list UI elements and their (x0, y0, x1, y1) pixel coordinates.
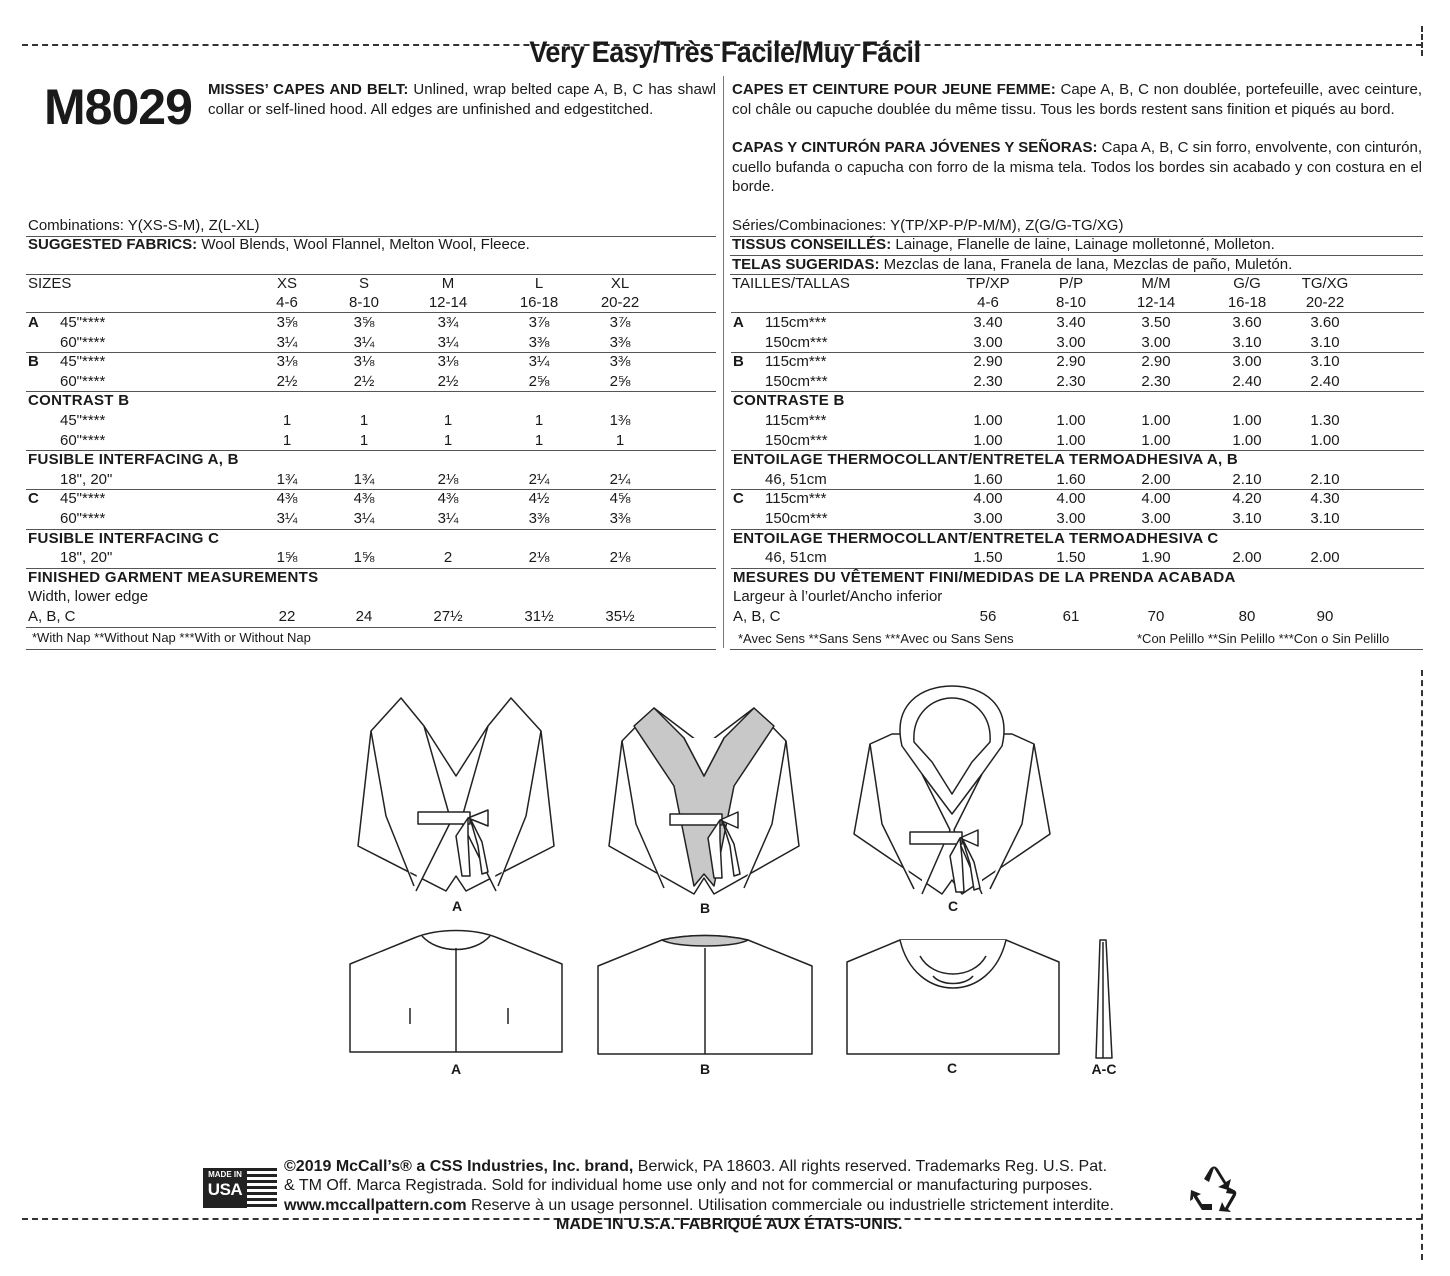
size-range: 16-18 (519, 294, 559, 311)
sizes-label-en: SIZES (28, 275, 72, 292)
yardage-cell: 2 (443, 549, 453, 567)
combinations-en: Combinations: Y(XS-S-M), Z(L-XL) (28, 217, 260, 234)
yardage-cell: 56 (979, 608, 997, 625)
yardage-cell: 3⅝ (353, 314, 375, 331)
copyright-rest: Berwick, PA 18603. All rights reserved. Trademarks Reg. U.S. Pat. (633, 1158, 1108, 1175)
row-view-label: MESURES DU VÊTEMENT FINI/MEDIDAS DE LA PRENDA ACABADA (733, 568, 1236, 586)
size-range: 8-10 (1055, 294, 1087, 311)
row-view-label: A, B, C (733, 608, 781, 625)
row-fabric-width: 150cm*** (765, 510, 828, 527)
size-name: XS (276, 275, 297, 292)
yardage-cell: 3⅜ (609, 353, 631, 371)
row-fabric-width: 115cm*** (765, 490, 827, 508)
yardage-cell: 3.00 (1056, 333, 1086, 351)
size-range: 8-10 (348, 294, 380, 311)
yardage-cell: 1 (615, 431, 625, 449)
row-view-label: A, B, C (28, 608, 76, 625)
yardage-cell: 3.10 (1310, 333, 1340, 351)
size-range: 12-14 (428, 294, 468, 311)
yardage-cell: 3⅞ (528, 314, 550, 331)
back-label-c: C (946, 1060, 958, 1076)
row-fabric-width: 45"**** (60, 353, 106, 371)
row-fabric-width: 60"**** (60, 431, 106, 449)
yardage-cell: 2⅛ (437, 470, 459, 488)
yardage-cell: 1.00 (1056, 431, 1086, 449)
size-range: 4-6 (977, 294, 999, 311)
copyright-line-3 (284, 1196, 1114, 1215)
footnote-en: *With Nap **Without Nap ***With or Without Nap (32, 630, 311, 645)
yardage-cell: 2.40 (1310, 372, 1340, 390)
yardage-cell: 3.60 (1232, 314, 1262, 331)
column-divider (723, 76, 724, 648)
yardage-cell: 1 (443, 412, 453, 429)
yardage-cell: 1.90 (1141, 549, 1171, 567)
yardage-cell: 3.10 (1310, 510, 1340, 527)
yardage-cell: 80 (1238, 608, 1256, 625)
row-fabric-width: 115cm*** (765, 412, 827, 429)
yardage-cell: 90 (1316, 608, 1334, 625)
yardage-cell: 1.00 (1310, 431, 1340, 449)
yardage-cell: 3.00 (1141, 333, 1171, 351)
yardage-cell: 3.00 (1141, 510, 1171, 527)
yardage-cell: 1⅝ (276, 549, 298, 567)
yardage-cell: 2.00 (1141, 470, 1171, 488)
row-fabric-width: 115cm*** (765, 314, 827, 331)
rule (26, 649, 716, 650)
yardage-cell: 2.10 (1232, 470, 1262, 488)
fabrics-es-label: TELAS SUGERIDAS: (732, 256, 880, 273)
size-name: XL (610, 275, 630, 292)
fabrics-es-list: Mezclas de lana, Franela de lana, Mezclas de paño, Muletón. (879, 256, 1293, 273)
row-view-label: A (28, 314, 39, 331)
yardage-cell: 3.10 (1310, 353, 1340, 371)
row-view-label: ENTOILAGE THERMOCOLLANT/ENTRETELA TERMOADHESIVA A, B (733, 451, 1239, 469)
yardage-cell: 1 (359, 412, 369, 429)
row-fabric-width: 150cm*** (765, 333, 828, 351)
yardage-cell: 3.00 (973, 333, 1003, 351)
yardage-cell: 2½ (276, 372, 298, 390)
table-rule (26, 312, 716, 313)
description-es (732, 138, 1422, 197)
row-fabric-width: 18", 20" (60, 549, 113, 567)
size-name: TG/XG (1301, 275, 1349, 292)
yardage-cell: 3.10 (1232, 333, 1262, 351)
badge-top-text: MADE IN (208, 1170, 242, 1179)
row-view-label: FINISHED GARMENT MEASUREMENTS (28, 568, 319, 586)
yardage-cell: 3.40 (1056, 314, 1086, 331)
yardage-cell: 1.00 (973, 431, 1003, 449)
fabrics-fr-list: Lainage, Flanelle de laine, Lainage molletonné, Molleton. (891, 236, 1275, 253)
yardage-cell: 1¾ (276, 470, 298, 488)
yardage-cell: 1 (282, 412, 292, 429)
row-fabric-width: 60"**** (60, 372, 106, 390)
yardage-cell: 1⅜ (609, 412, 631, 429)
cape-c-front-illustration (852, 684, 1052, 896)
size-name: M/M (1141, 275, 1171, 292)
row-view-label: CONTRASTE B (733, 392, 845, 410)
yardage-cell: 1.00 (973, 412, 1003, 429)
rule (730, 649, 1423, 650)
size-range: 20-22 (600, 294, 640, 311)
description-fr-body: Cape A, B, C non doublée, portefeuille, avec ceinture, col châle ou capuche doublée du même tissu. Tous les bords restent sans finition et piqués au bord. (732, 81, 1422, 118)
yardage-cell: 1.60 (973, 470, 1003, 488)
made-in-usa-badge (203, 1168, 277, 1208)
yardage-cell: 3¼ (528, 353, 550, 371)
description-en-heading: MISSES’ CAPES AND BELT: (208, 81, 409, 98)
yardage-cell: 3¼ (276, 333, 298, 351)
yardage-cell: 1.00 (1141, 431, 1171, 449)
pattern-number: M8029 (44, 79, 192, 135)
yardage-cell: 1¾ (353, 470, 375, 488)
yardage-cell: 1 (534, 412, 544, 429)
size-name: L (534, 275, 544, 292)
yardage-cell: 27½ (433, 608, 463, 625)
recycle-icon (1188, 1166, 1240, 1214)
fabrics-fr-label: TISSUS CONSEILLÉS: (732, 236, 892, 253)
row-fabric-width: 60"**** (60, 333, 106, 351)
yardage-cell: 1 (282, 431, 292, 449)
yardage-cell: 1.50 (1056, 549, 1086, 567)
row-fabric-width: 45"**** (60, 314, 106, 331)
size-name: M (441, 275, 455, 292)
yardage-cell: 4.30 (1310, 490, 1340, 508)
row-view-label: A (733, 314, 744, 331)
yardage-cell: 4½ (528, 490, 550, 508)
row-view-label: ENTOILAGE THERMOCOLLANT/ENTRETELA TERMOADHESIVA C (733, 529, 1219, 547)
yardage-cell: 1⅝ (353, 549, 375, 567)
right-cut-line-bottom (1421, 670, 1423, 1260)
yardage-cell: 3⅜ (528, 510, 550, 527)
yardage-cell: 4.00 (1141, 490, 1171, 508)
fabrics-en-label: SUGGESTED FABRICS: (28, 236, 198, 253)
reserve-text: Reserve à un usage personnel. Utilisation commerciale ou industrielle strictement interdite. (466, 1197, 1114, 1214)
footnote-es: *Con Pelillo **Sin Pelillo ***Con o Sin Pelillo (1137, 631, 1390, 646)
cape-b-back-illustration (596, 928, 814, 1056)
fabrics-fr (732, 236, 1275, 254)
fabrics-en (28, 236, 530, 254)
size-name: G/G (1233, 275, 1261, 292)
yardage-cell: 3⅜ (609, 510, 631, 527)
yardage-cell: 3⅛ (353, 353, 375, 371)
cape-a-front-illustration (356, 696, 556, 896)
yardage-cell: 3⅛ (437, 353, 459, 371)
row-view-label: Width, lower edge (28, 588, 149, 606)
size-range: 20-22 (1305, 294, 1345, 311)
yardage-cell: 3.00 (973, 510, 1003, 527)
back-label-a: A (450, 1061, 462, 1077)
table-rule (26, 391, 716, 392)
table-rule (731, 312, 1424, 313)
yardage-cell: 3⅝ (276, 314, 298, 331)
yardage-cell: 61 (1062, 608, 1080, 625)
yardage-cell: 2.30 (973, 372, 1003, 390)
row-view-label: CONTRAST B (28, 392, 130, 410)
yardage-cell: 35½ (605, 608, 635, 625)
cape-c-back-illustration (845, 934, 1061, 1056)
yardage-cell: 3.10 (1232, 510, 1262, 527)
yardage-cell: 3.00 (1056, 510, 1086, 527)
yardage-cell: 1 (443, 431, 453, 449)
yardage-cell: 4⅝ (609, 490, 631, 508)
size-range: 4-6 (276, 294, 298, 311)
yardage-cell: 3.00 (1232, 353, 1262, 371)
description-en-body: Unlined, wrap belted cape A, B, C has shawl collar or self-lined hood. All edges are unfinished and edgestitched. (208, 81, 716, 118)
yardage-cell: 3⅜ (609, 333, 631, 351)
description-es-heading: CAPAS Y CINTURÓN PARA JÓVENES Y SEÑORAS: (732, 139, 1098, 156)
yardage-cell: 1 (534, 431, 544, 449)
belt-illustration (1092, 938, 1116, 1060)
row-fabric-width: 60"**** (60, 510, 106, 527)
cape-a-back-illustration (348, 924, 564, 1056)
row-fabric-width: 18", 20" (60, 470, 113, 488)
row-fabric-width: 150cm*** (765, 431, 828, 449)
description-en (208, 80, 716, 119)
yardage-cell: 2¼ (528, 470, 550, 488)
yardage-cell: 1.50 (973, 549, 1003, 567)
row-fabric-width: 45"**** (60, 490, 106, 508)
yardage-cell: 1.00 (1141, 412, 1171, 429)
yardage-cell: 4.00 (1056, 490, 1086, 508)
made-in-usa-text: MADE IN U.S.A. FABRIQUÉ AUX ÉTATS-UNIS. (556, 1216, 903, 1233)
yardage-cell: 2.90 (1056, 353, 1086, 371)
yardage-cell: 2.90 (1141, 353, 1171, 371)
yardage-cell: 3¼ (437, 510, 459, 527)
table-rule (26, 627, 716, 628)
yardage-cell: 3⅜ (528, 333, 550, 351)
yardage-cell: 2⅝ (609, 372, 631, 390)
yardage-cell: 3.60 (1310, 314, 1340, 331)
yardage-cell: 22 (278, 608, 296, 625)
yardage-cell: 3.40 (973, 314, 1003, 331)
description-es-body: Capa A, B, C sin forro, envolvente, con cinturón, cuello bufanda o capucha con forro de la misma tela. Todos los bordes sin acabado y con costura en el borde. (732, 139, 1423, 195)
yardage-cell: 3¼ (276, 510, 298, 527)
yardage-cell: 2.00 (1310, 549, 1340, 567)
page-title: Very Easy/Très Facile/Muy Fácil (529, 36, 921, 69)
yardage-cell: 2.30 (1141, 372, 1171, 390)
back-label-belt: A-C (1091, 1061, 1117, 1077)
yardage-cell: 1.00 (1232, 431, 1262, 449)
right-cut-line-top (1421, 26, 1423, 56)
yardage-cell: 70 (1147, 608, 1165, 625)
cape-b-front-illustration (604, 696, 804, 896)
row-view-label: FUSIBLE INTERFACING C (28, 529, 220, 547)
yardage-cell: 3¼ (353, 510, 375, 527)
yardage-cell: 2.10 (1310, 470, 1340, 488)
front-label-b: B (699, 900, 711, 916)
yardage-cell: 3¼ (353, 333, 375, 351)
yardage-cell: 2¼ (609, 470, 631, 488)
description-fr-heading: CAPES ET CEINTURE POUR JEUNE FEMME: (732, 81, 1056, 98)
copyright-bold: ©2019 McCall’s® a CSS Industries, Inc. brand, (284, 1158, 634, 1175)
description-fr (732, 80, 1422, 119)
row-fabric-width: 115cm*** (765, 353, 827, 371)
sizes-label-fr: TAILLES/TALLAS (732, 275, 850, 292)
copyright-line-2: & TM Off. Marca Registrada. Sold for individual home use only and not for commercial or manufacturing purposes. (284, 1177, 1093, 1194)
yardage-cell: 2.00 (1232, 549, 1262, 567)
yardage-cell: 4⅜ (437, 490, 459, 508)
badge-bottom-text: USA (207, 1180, 243, 1199)
size-name: S (358, 275, 369, 292)
yardage-cell: 2.30 (1056, 372, 1086, 390)
row-view-label: C (733, 490, 744, 508)
row-fabric-width: 45"**** (60, 412, 106, 429)
row-view-label: C (28, 490, 39, 508)
yardage-cell: 3¾ (437, 314, 459, 331)
yardage-cell: 2⅛ (609, 549, 631, 567)
row-fabric-width: 46, 51cm (765, 470, 827, 488)
row-view-label: Largeur à l’ourlet/Ancho inferior (733, 588, 943, 606)
fabrics-en-list: Wool Blends, Wool Flannel, Melton Wool, Fleece. (197, 236, 530, 253)
size-name: P/P (1058, 275, 1084, 292)
yardage-cell: 3.50 (1141, 314, 1171, 331)
front-label-c: C (947, 898, 959, 914)
yardage-cell: 1 (359, 431, 369, 449)
yardage-cell: 4.00 (973, 490, 1003, 508)
yardage-cell: 2⅛ (528, 549, 550, 567)
yardage-cell: 31½ (524, 608, 554, 625)
size-name: TP/XP (966, 275, 1010, 292)
yardage-cell: 3⅞ (609, 314, 631, 331)
yardage-cell: 1.30 (1310, 412, 1340, 429)
website-link[interactable]: www.mccallpattern.com (284, 1197, 467, 1214)
yardage-cell: 24 (355, 608, 373, 625)
yardage-cell: 1.00 (1232, 412, 1262, 429)
row-view-label: B (733, 353, 744, 371)
front-label-a: A (451, 898, 463, 914)
combinations-fr: Séries/Combinaciones: Y(TP/XP-P/P-M/M), Z(G/G-TG/XG) (732, 217, 1124, 234)
size-range: 12-14 (1136, 294, 1176, 311)
yardage-cell: 2½ (437, 372, 459, 390)
row-fabric-width: 46, 51cm (765, 549, 827, 567)
row-fabric-width: 150cm*** (765, 372, 828, 390)
yardage-cell: 3¼ (437, 333, 459, 351)
yardage-cell: 1.00 (1056, 412, 1086, 429)
row-view-label: B (28, 353, 39, 371)
yardage-cell: 4.20 (1232, 490, 1262, 508)
size-range: 16-18 (1227, 294, 1267, 311)
yardage-cell: 4⅜ (353, 490, 375, 508)
yardage-cell: 1.60 (1056, 470, 1086, 488)
yardage-cell: 2.90 (973, 353, 1003, 371)
row-view-label: FUSIBLE INTERFACING A, B (28, 451, 239, 469)
fabrics-es (732, 256, 1292, 274)
yardage-cell: 2.40 (1232, 372, 1262, 390)
yardage-cell: 3⅛ (276, 353, 298, 371)
back-label-b: B (699, 1061, 711, 1077)
yardage-cell: 2⅝ (528, 372, 550, 390)
copyright-line-1 (284, 1157, 1107, 1176)
yardage-cell: 4⅜ (276, 490, 298, 508)
yardage-cell: 2½ (353, 372, 375, 390)
footnote-fr: *Avec Sens **Sans Sens ***Avec ou Sans Sens (738, 631, 1014, 646)
